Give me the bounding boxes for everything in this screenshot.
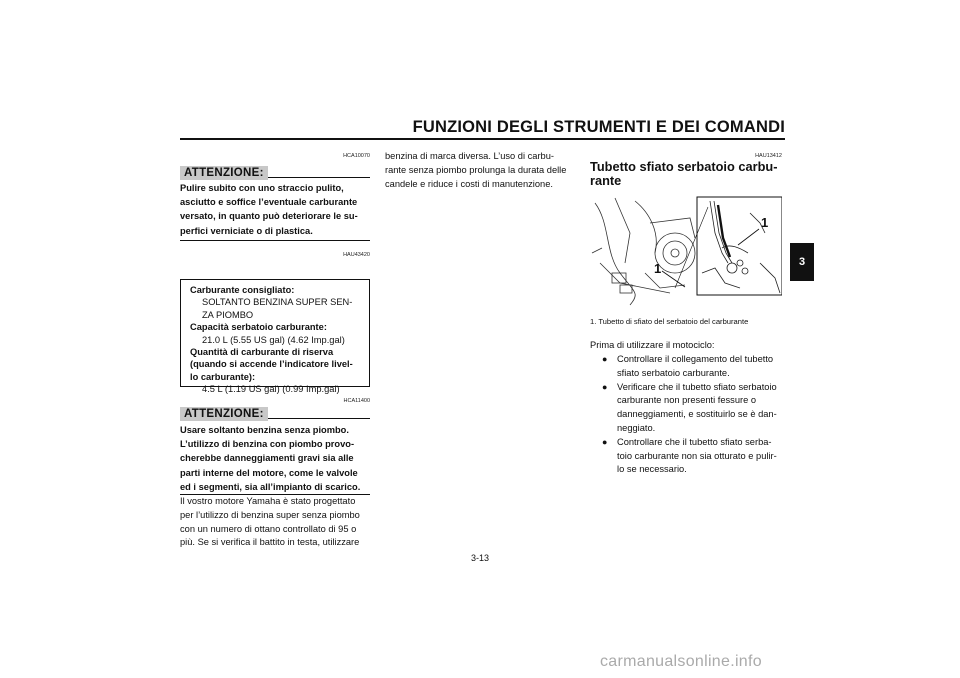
bullet-icon: ● — [602, 436, 608, 447]
caution1-text — [180, 181, 370, 238]
list-item — [590, 353, 783, 381]
body-line: più. Se si verifica il battito in testa, utilizzare — [180, 537, 360, 548]
section-heading-line: Tubetto sfiato serbatoio carbu- — [590, 159, 778, 174]
capacity-value: 21.0 L (5.55 US gal) (4.62 Imp.gal) — [202, 334, 345, 345]
reserve-label-line: lo carburante): — [190, 371, 256, 382]
reserve-label-line: Quantità di carburante di riserva — [190, 347, 334, 358]
list-item — [590, 436, 783, 477]
reserve-label-line: (quando si accende l’indicatore livel- — [190, 359, 353, 370]
caution-label: ATTENZIONE: — [180, 407, 268, 421]
caution2-code: HCA11400 — [343, 398, 370, 404]
caution1-rule — [268, 177, 370, 178]
caution1-code: HCA10070 — [343, 153, 370, 159]
caption-number: 1. — [590, 317, 597, 326]
list-item — [590, 381, 783, 436]
capacity-label: Capacità serbatoio carburante: — [190, 322, 327, 333]
caution1-badge — [180, 163, 268, 181]
caution1-line: asciutto e soffice l’eventuale carburante — [180, 197, 358, 208]
caution2-line: parti interne del motore, come le valvole — [180, 467, 358, 478]
body-line: rante senza piombo prolunga la durata delle — [385, 164, 567, 175]
page-header-title: FUNZIONI DEGLI STRUMENTI E DEI COMANDI — [412, 118, 785, 136]
caution1-line: perfici verniciate o di plastica. — [180, 225, 313, 236]
caution2-text — [180, 423, 370, 494]
caution2-line: Usare soltanto benzina senza piombo. — [180, 425, 349, 435]
page-number: 3-13 — [470, 553, 489, 563]
fuel-value-line: ZA PIOMBO — [202, 309, 254, 320]
bullet-line: toio carburante non sia otturato e pulir- — [617, 450, 777, 461]
caution1-line: versato, in quanto può deteriorare le su- — [180, 211, 358, 222]
caution2-rule — [268, 418, 370, 419]
bullet-line: Controllare il collegamento del tubetto — [617, 354, 774, 364]
section-heading-line: rante — [590, 173, 622, 188]
section-code: HAU13412 — [755, 153, 782, 159]
bullet-icon: ● — [602, 354, 608, 364]
spec-code: HAU43420 — [343, 252, 370, 258]
header-rule — [180, 138, 785, 140]
body-line: con un numero di ottano controllato di 95 o — [180, 523, 357, 534]
fuel-value-line: SOLTANTO BENZINA SUPER SEN- — [202, 297, 353, 308]
bullet-line: Controllare che il tubetto sfiato serba- — [617, 436, 772, 447]
left-body-text — [180, 495, 370, 550]
caution1-end-rule — [180, 240, 370, 241]
chapter-tab: 3 — [790, 243, 814, 281]
bullet-icon: ● — [602, 381, 608, 392]
caution1-line: Pulire subito con uno straccio pulito, — [180, 183, 344, 193]
intro-text: Prima di utilizzare il motociclo: — [590, 340, 715, 350]
figure-callout: 1 — [654, 261, 662, 276]
body-line: benzina di marca diversa. L’uso di carbu- — [385, 151, 554, 161]
bullet-line: Verificare che il tubetto sfiato serbatoio — [617, 381, 777, 392]
vent-hose-illustration — [590, 193, 782, 311]
section-heading — [590, 160, 785, 188]
body-line: candele e riduce i costi di manutenzione. — [385, 178, 553, 189]
bullet-line: danneggiamenti, e sostituirlo se è dan- — [617, 409, 777, 420]
caution2-badge — [180, 404, 268, 422]
bullet-line: lo se necessario. — [617, 464, 687, 475]
figure-callout: 1 — [761, 215, 769, 230]
figure-caption — [590, 317, 790, 326]
reserve-value: 4.5 L (1.19 US gal) (0.99 Imp.gal) — [202, 384, 340, 395]
fuel-label: Carburante consigliato: — [190, 285, 295, 295]
caption-text: Tubetto di sfiato del serbatoio del carburante — [598, 317, 749, 326]
check-list — [590, 353, 783, 477]
caution-label: ATTENZIONE: — [180, 166, 268, 180]
bullet-line: carburante non presenti fessure o — [617, 395, 757, 406]
body-line: Il vostro motore Yamaha è stato progettato — [180, 496, 356, 506]
caution2-line: cherebbe danneggiamenti gravi sia alle — [180, 453, 354, 464]
vent-hose-figure — [590, 193, 782, 311]
caution2-line: ed i segmenti, sia all’impianto di scarico. — [180, 481, 361, 492]
middle-body-text — [385, 150, 578, 191]
caution2-line: L’utilizzo di benzina con piombo provo- — [180, 439, 355, 450]
body-line: per l’utilizzo di benzina super senza piombo — [180, 509, 360, 520]
fuel-spec-box — [180, 279, 370, 395]
bullet-line: neggiato. — [617, 422, 656, 433]
watermark: carmanualsonline.info — [600, 653, 762, 670]
bullet-line: sfiato serbatoio carburante. — [617, 367, 730, 378]
